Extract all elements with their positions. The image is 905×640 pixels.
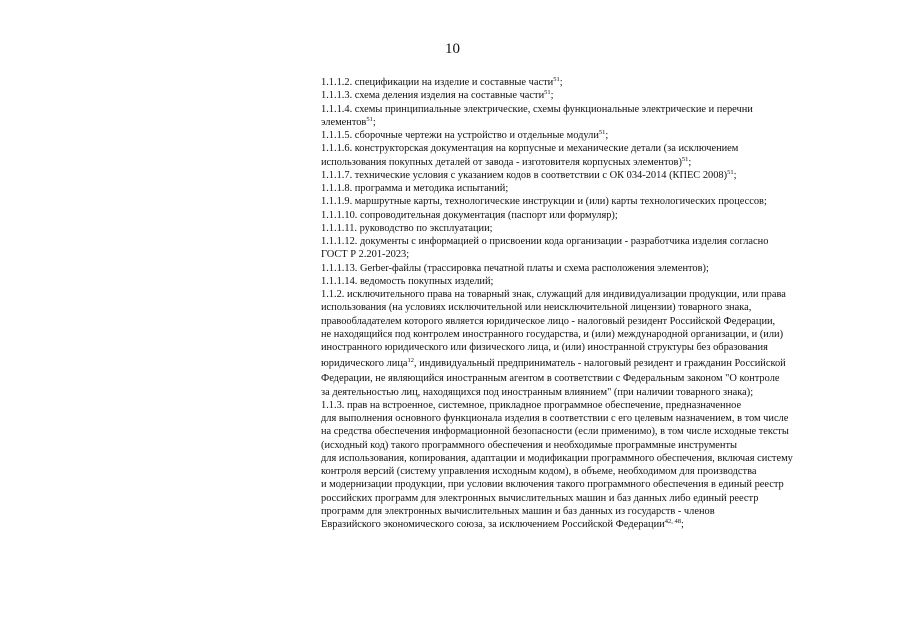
line-text-after: ;	[559, 77, 563, 88]
line-text: (исходный код) такого программного обеспечения и необходимые программные инструменты	[321, 439, 737, 451]
line-text: для выполнения основного функционала изделия в соответствии с его целевым назначением, в том числе	[321, 413, 789, 424]
text-line	[321, 275, 866, 288]
page-number: 10	[445, 41, 460, 57]
text-line	[321, 103, 866, 116]
footnote-ref: 51	[553, 76, 560, 83]
text-line	[321, 412, 866, 425]
line-text: 1.1.1.14. ведомость покупных изделий;	[321, 275, 494, 287]
text-line	[321, 478, 866, 491]
text-line	[321, 372, 866, 385]
line-text: программ для электронных вычислительных машин и баз данных из государств - членов	[321, 505, 715, 517]
footnote-ref: 12	[407, 357, 415, 365]
line-text: 1.1.3. прав на встроенное, системное, прикладное программное обеспечение, предназначенное	[321, 399, 742, 411]
text-line	[321, 182, 866, 195]
text-line	[321, 262, 866, 275]
line-text: за деятельностью лиц, находящихся под иностранным влиянием" (при наличии товарного знака);	[321, 386, 754, 398]
text-line	[321, 288, 866, 301]
line-text: 1.1.1.4. схемы принципиальные электрические, схемы функциональные электрические и перечни	[321, 103, 753, 115]
line-text-after: ;	[550, 90, 554, 102]
line-text: 1.1.1.2. спецификации на изделие и составные части	[321, 77, 554, 88]
text-line	[321, 89, 866, 102]
text-line	[321, 169, 866, 182]
line-text: использования (на условиях исключительной или неисключительной лицензии) товарного знака,	[321, 302, 752, 314]
text-line	[321, 452, 866, 465]
footnote-ref: 51	[366, 115, 373, 123]
text-line	[321, 142, 866, 155]
line-text: 1.1.1.7. технические условия с указанием кодов в соответствии с ОК 034-2014 (КПЕС 2008)	[321, 169, 728, 181]
text-line	[321, 399, 866, 412]
text-line	[321, 341, 866, 354]
line-text: Федерации, не являющийся иностранным агентом в соответствии с Федеральным законом "О контроле	[321, 373, 780, 385]
text-line	[321, 76, 866, 89]
line-text-after: ;	[372, 116, 376, 128]
line-text: 1.1.1.11. руководство по эксплуатации;	[321, 222, 493, 234]
line-text: 1.1.1.10. сопроводительная документация (паспорт или формуляр);	[321, 209, 618, 221]
line-text: элементов	[321, 116, 367, 128]
line-text: использования покупных деталей от завода - изготовителя корпусных элементов)	[321, 156, 682, 168]
line-text: 1.1.2. исключительного права на товарный знак, служащий для индивидуализации продукции, или права	[321, 289, 786, 300]
text-line	[321, 425, 866, 438]
text-line	[321, 386, 866, 399]
text-line	[321, 328, 866, 341]
text-line	[321, 301, 866, 314]
line-text: на средства обеспечения информационной безопасности (если применимо), в том числе исходные тексты	[321, 426, 789, 438]
line-text: 1.1.1.13. Gerber-файлы (трассировка печатной платы и схема расположения элементов);	[321, 262, 709, 274]
line-text-after: ;	[605, 130, 609, 141]
text-line	[321, 248, 866, 261]
line-text: не находящийся под контролем иностранного государства, и (или) международной организации, и (или)	[321, 328, 784, 340]
text-line	[321, 235, 866, 248]
line-text: и модернизации продукции, при условии включения такого программного обеспечения в единый реестр	[321, 479, 784, 491]
line-text-after: , индивидуальный предприниматель - налоговый резидент и гражданин Российской	[414, 358, 786, 370]
text-line	[321, 439, 866, 452]
text-line	[321, 129, 866, 142]
text-line	[321, 209, 866, 222]
text-line	[321, 354, 866, 372]
footnote-ref: 51	[544, 89, 551, 97]
text-line	[321, 465, 866, 478]
text-line	[321, 195, 866, 208]
footnote-ref: 51	[681, 155, 689, 163]
text-line	[321, 222, 866, 235]
footnote-ref: 51	[727, 168, 734, 176]
line-text: для использования, копирования, адаптации и модификации программного обеспечения, включая систему	[321, 452, 793, 464]
text-line	[321, 505, 866, 518]
document-body	[321, 76, 866, 531]
text-line	[321, 315, 866, 328]
line-text: 1.1.1.3. схема деления изделия на составные части	[321, 90, 545, 102]
line-text: российских программ для электронных вычислительных машин и баз данных либо единый реестр	[321, 492, 759, 504]
text-line	[321, 518, 866, 531]
line-text: контроля версий (систему управления исходным кодом), в объеме, необходимом для производства	[321, 466, 757, 477]
line-text: правообладателем которого является юридическое лицо - налоговый резидент Российской Федерации,	[321, 315, 776, 327]
line-text-after: ;	[688, 156, 692, 168]
footnote-ref: 42, 48	[664, 518, 681, 525]
line-text-after: ;	[680, 519, 684, 530]
footnote-ref: 51	[598, 129, 606, 136]
line-text: иностранного юридического или физического лица, и (или) иностранной структуры без образования	[321, 342, 768, 353]
line-text: 1.1.1.12. документы с информацией о присвоении кода организации - разработчика изделия согласно	[321, 236, 769, 247]
line-text: 1.1.1.6. конструкторская документация на корпусные и механические детали (за исключением	[321, 143, 739, 155]
line-text: 1.1.1.9. маршрутные карты, технологические инструкции и (или) карты технологических процессов;	[321, 196, 767, 208]
text-line	[321, 492, 866, 505]
text-line	[321, 156, 866, 169]
line-text: ГОСТ Р 2.201-2023;	[321, 249, 410, 261]
line-text: 1.1.1.5. сборочные чертежи на устройство и отдельные модули	[321, 130, 599, 141]
line-text: 1.1.1.8. программа и методика испытаний;	[321, 183, 509, 194]
text-line	[321, 116, 866, 129]
line-text-after: ;	[733, 169, 737, 181]
line-text: Евразийского экономического союза, за исключением Российской Федерации	[321, 519, 665, 530]
line-text: юридического лица	[321, 358, 408, 370]
